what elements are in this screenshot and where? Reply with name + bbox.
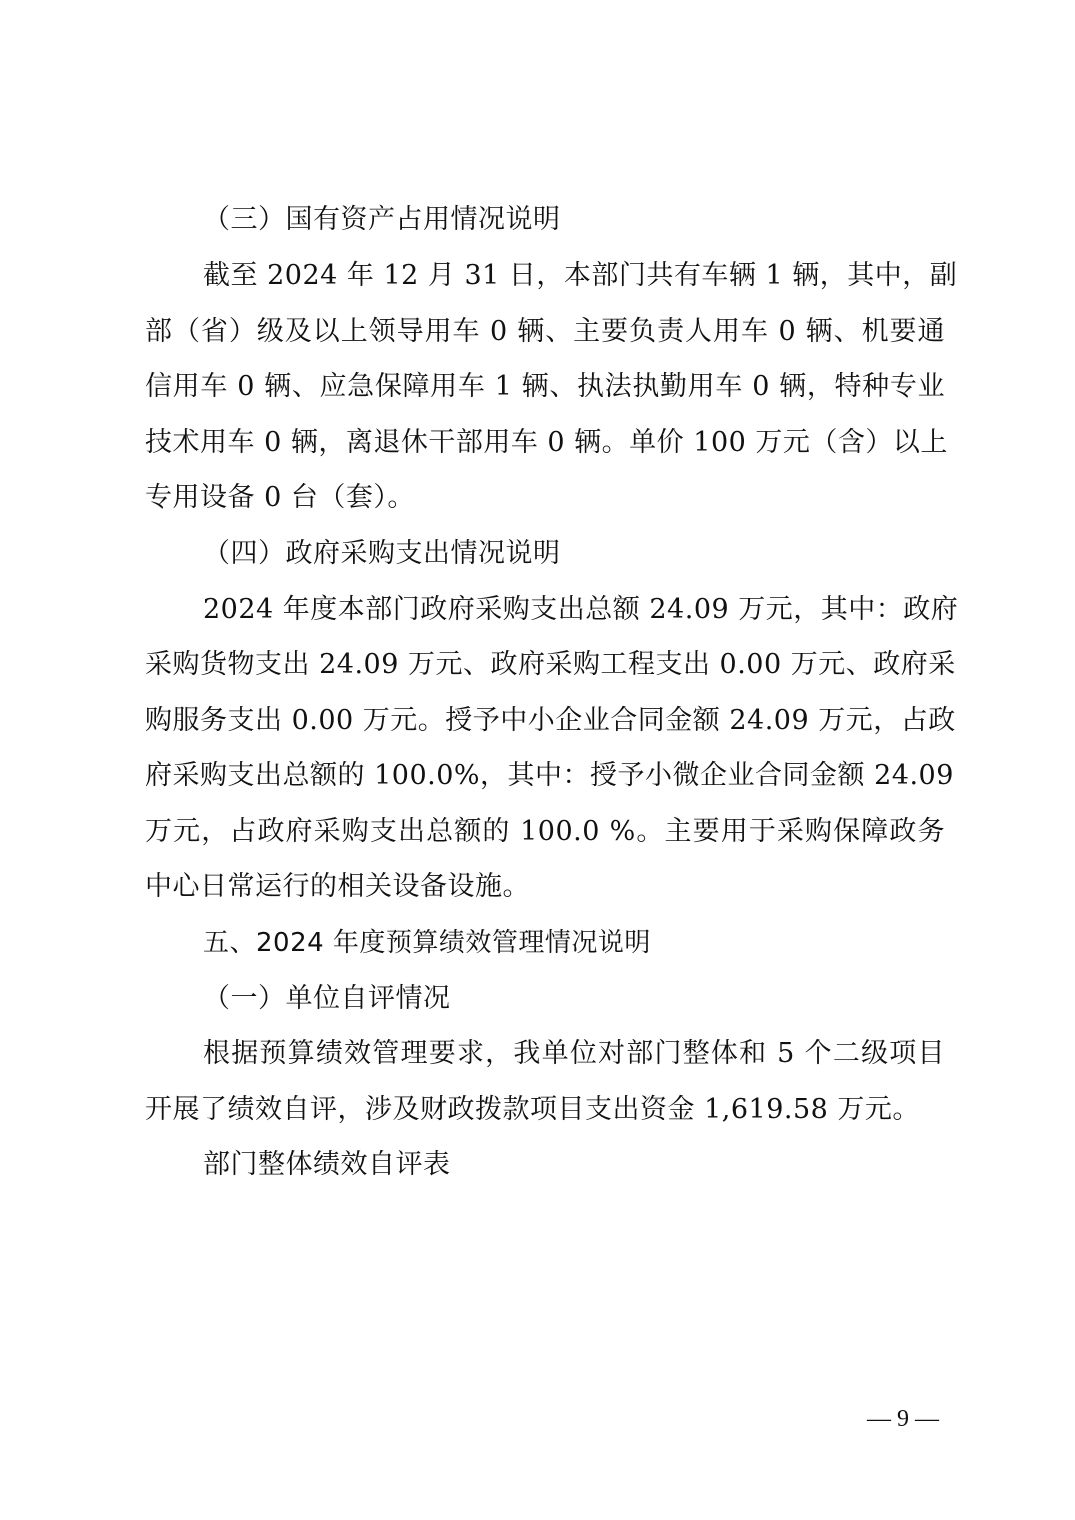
- asset-paragraph-line-1: 截至 2024 年 12 月 31 日，本部门共有车辆 1 辆，其中，副: [203, 260, 958, 291]
- asset-paragraph-line-3: 信用车 0 辆、应急保障用车 1 辆、执法执勤用车 0 辆，特种专业: [145, 371, 945, 402]
- asset-paragraph-line-5: 专用设备 0 台（套）。: [145, 482, 415, 513]
- table-caption: 部门整体绩效自评表: [203, 1149, 451, 1180]
- self-evaluation-paragraph-line-2: 开展了绩效自评，涉及财政拨款项目支出资金 1,619.58 万元。: [145, 1094, 920, 1125]
- asset-paragraph-line-2: 部（省）级及以上领导用车 0 辆、主要负责人用车 0 辆、机要通: [145, 316, 945, 347]
- self-evaluation-paragraph-line-1: 根据预算绩效管理要求，我单位对部门整体和 5 个二级项目: [203, 1038, 945, 1069]
- section-heading-asset: （三）国有资产占用情况说明: [203, 204, 561, 235]
- asset-paragraph-line-4: 技术用车 0 辆，离退休干部用车 0 辆。单价 100 万元（含）以上: [145, 427, 948, 458]
- section-heading-self-evaluation: （一）单位自评情况: [203, 983, 451, 1014]
- procurement-paragraph-line-4: 府采购支出总额的 100.0%，其中：授予小微企业合同金额 24.09: [145, 760, 954, 791]
- section-heading-procurement: （四）政府采购支出情况说明: [203, 538, 561, 569]
- procurement-paragraph-line-3: 购服务支出 0.00 万元。授予中小企业合同金额 24.09 万元，占政: [145, 705, 956, 736]
- procurement-paragraph-line-6: 中心日常运行的相关设备设施。: [145, 871, 530, 902]
- chapter-heading-performance: 五、2024 年度预算绩效管理情况说明: [203, 928, 651, 958]
- procurement-paragraph-line-1: 2024 年度本部门政府采购支出总额 24.09 万元，其中：政府: [203, 594, 959, 625]
- procurement-paragraph-line-2: 采购货物支出 24.09 万元、政府采购工程支出 0.00 万元、政府采: [145, 649, 956, 680]
- page-number: — 9 —: [867, 1406, 939, 1432]
- procurement-paragraph-line-5: 万元，占政府采购支出总额的 100.0 %。主要用于采购保障政务: [145, 816, 945, 847]
